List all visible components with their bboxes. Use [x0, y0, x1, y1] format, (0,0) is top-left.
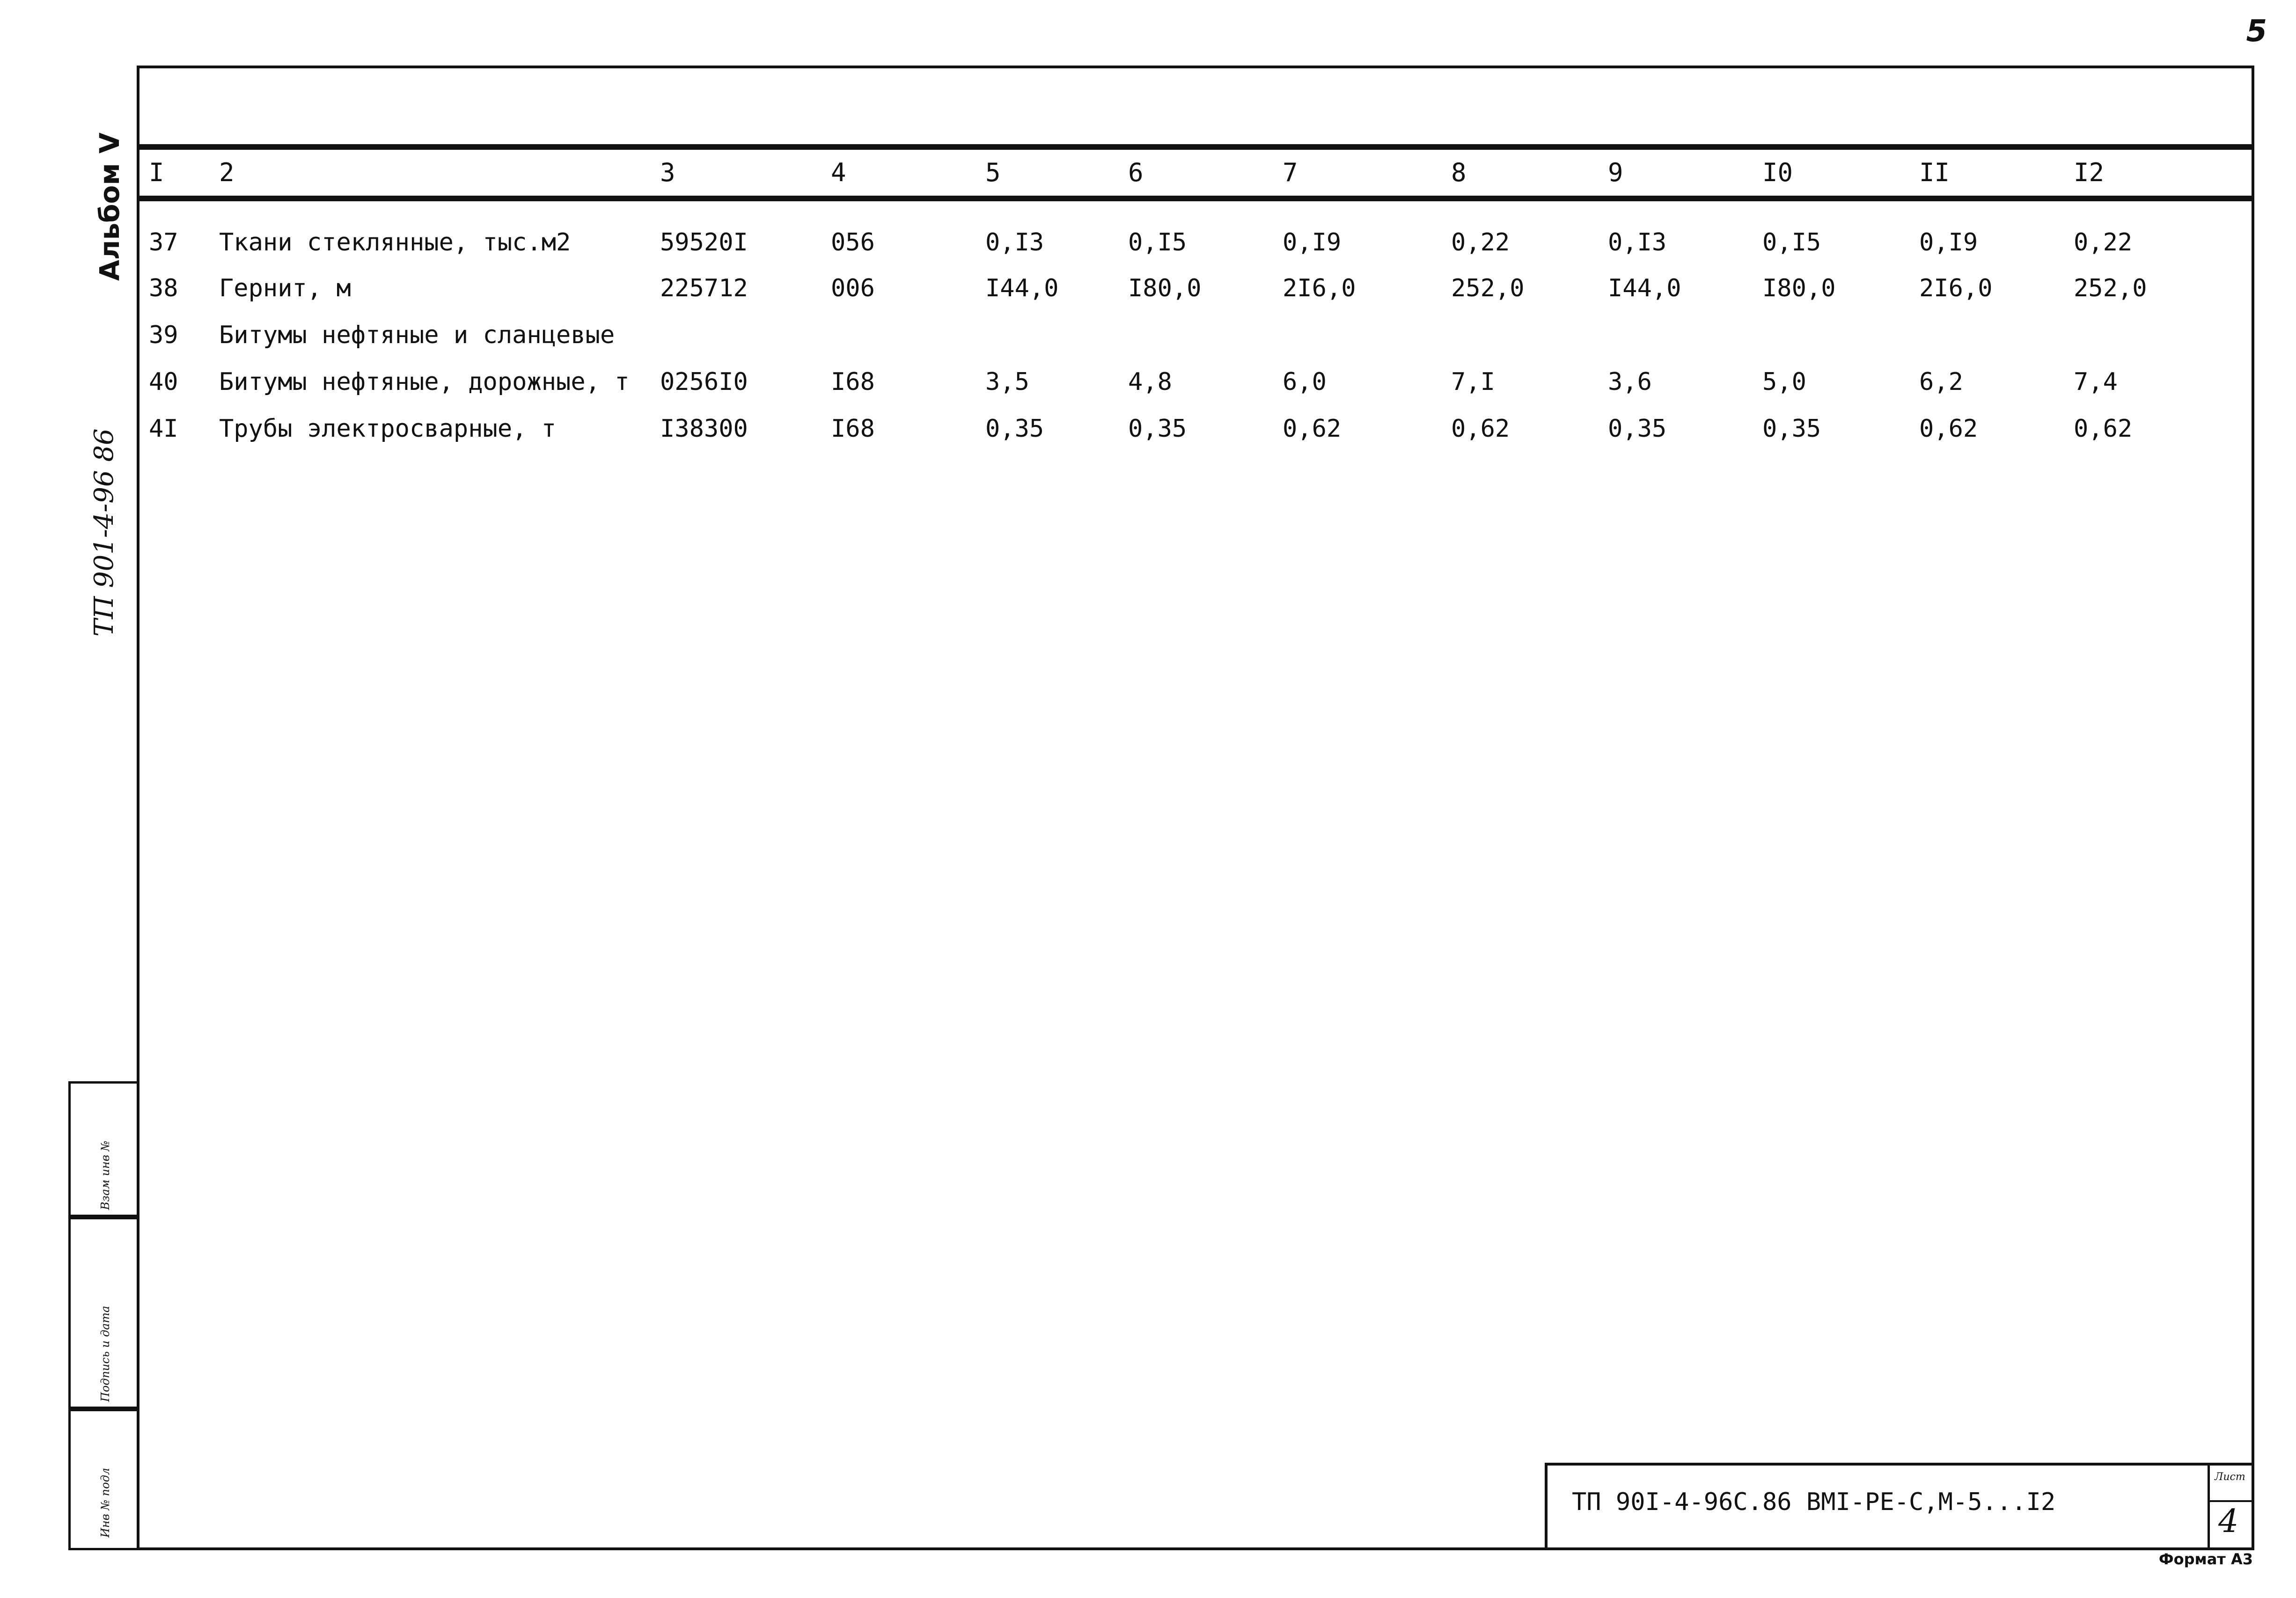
- header-cell: I: [149, 158, 164, 187]
- table-cell: 0,I9: [1283, 228, 1342, 257]
- table-header-rule: [139, 196, 2254, 201]
- table-cell: I68: [831, 415, 875, 443]
- table-cell: 0,35: [1128, 415, 1187, 443]
- table-cell: 59520I: [660, 228, 748, 257]
- table-cell: I38300: [660, 415, 748, 443]
- table-cell: 056: [831, 228, 875, 257]
- table-cell: I80,0: [1762, 274, 1836, 302]
- table-cell: 252,0: [1451, 274, 1525, 302]
- header-cell: 2: [219, 158, 235, 187]
- table-cell: 3,5: [985, 368, 1029, 396]
- stamp-label: Подпись и дата: [99, 1305, 112, 1402]
- table-cell: 0,I5: [1128, 228, 1187, 257]
- material-name: Битумы нефтяные и сланцевые: [219, 321, 615, 349]
- table-cell: 0256I0: [660, 368, 748, 396]
- table-cell: 6,2: [1919, 368, 1963, 396]
- table-cell: 0,I9: [1919, 228, 1978, 257]
- title-block: [1545, 1463, 2254, 1550]
- table-cell: 0,I5: [1762, 228, 1821, 257]
- header-cell: 4: [831, 158, 846, 187]
- table-top-rule: [139, 144, 2254, 150]
- header-cell: I2: [2074, 158, 2105, 187]
- table-cell: 0,62: [1283, 415, 1342, 443]
- table-cell: 0,I3: [985, 228, 1044, 257]
- sheet-box: [2208, 1466, 2254, 1550]
- table-cell: 7,4: [2074, 368, 2118, 396]
- table-cell: 6,0: [1283, 368, 1327, 396]
- table-cell: 0,35: [985, 415, 1044, 443]
- header-cell: 6: [1128, 158, 1144, 187]
- document-code: ТП 90I-4-96С.86 ВМI-РЕ-С,М-5...I2: [1572, 1488, 2056, 1516]
- header-cell: 9: [1608, 158, 1623, 187]
- material-name: Ткани стеклянные, тыс.м2: [219, 228, 571, 257]
- header-cell: 7: [1283, 158, 1298, 187]
- stamp-cell-signature: [68, 1217, 137, 1409]
- stamp-label: Взам инв №: [99, 1140, 112, 1210]
- table-cell: I80,0: [1128, 274, 1202, 302]
- stamp-cell-inventory: [68, 1409, 137, 1550]
- header-cell: II: [1919, 158, 1950, 187]
- table-cell: 0,35: [1762, 415, 1821, 443]
- sheet-number: 4: [2218, 1503, 2239, 1540]
- table-cell: I44,0: [1608, 274, 1681, 302]
- table-cell: 225712: [660, 274, 748, 302]
- table-cell: 0,62: [1919, 415, 1978, 443]
- sheet-label: Лист: [2215, 1471, 2245, 1483]
- header-cell: 8: [1451, 158, 1467, 187]
- album-label: Альбом V: [94, 132, 125, 281]
- table-cell: 4,8: [1128, 368, 1172, 396]
- project-code-vertical: ТП 901-4-96 86: [89, 428, 119, 637]
- material-name: Трубы электросварные, т: [219, 415, 557, 443]
- row-number: 37: [149, 228, 178, 257]
- table-cell: I68: [831, 368, 875, 396]
- sheet-divider: [2210, 1500, 2254, 1502]
- header-cell: 3: [660, 158, 675, 187]
- page-number: 5: [2246, 14, 2267, 49]
- header-cell: 5: [985, 158, 1001, 187]
- table-cell: 3,6: [1608, 368, 1652, 396]
- row-number: 39: [149, 321, 178, 349]
- table-cell: 0,22: [1451, 228, 1510, 257]
- table-cell: 0,I3: [1608, 228, 1667, 257]
- table-cell: 0,22: [2074, 228, 2133, 257]
- header-cell: I0: [1762, 158, 1793, 187]
- stamp-cell-replacement: [68, 1081, 137, 1217]
- table-cell: 2I6,0: [1283, 274, 1356, 302]
- table-cell: 5,0: [1762, 368, 1806, 396]
- row-number: 4I: [149, 415, 178, 443]
- table-cell: 0,62: [1451, 415, 1510, 443]
- material-name: Гернит, м: [219, 274, 351, 302]
- table-cell: 006: [831, 274, 875, 302]
- table-cell: 0,62: [2074, 415, 2133, 443]
- row-number: 38: [149, 274, 178, 302]
- table-cell: 7,I: [1451, 368, 1495, 396]
- table-cell: 2I6,0: [1919, 274, 1993, 302]
- table-cell: I44,0: [985, 274, 1059, 302]
- table-cell: 0,35: [1608, 415, 1667, 443]
- row-number: 40: [149, 368, 178, 396]
- material-name: Битумы нефтяные, дорожные, т: [219, 368, 630, 396]
- table-cell: 252,0: [2074, 274, 2147, 302]
- stamp-label: Инв № подл: [99, 1467, 112, 1538]
- format-label: Формат А3: [2158, 1550, 2253, 1568]
